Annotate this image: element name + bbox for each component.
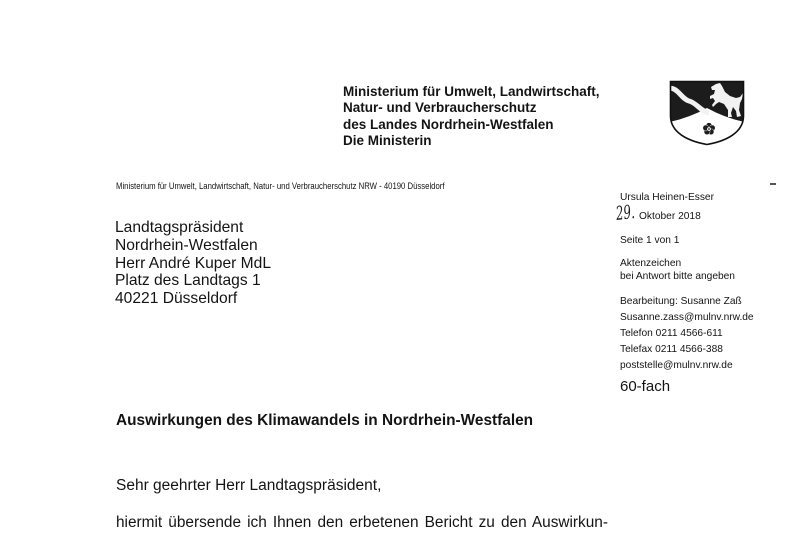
phone-number: Telefon 0211 4566-611 [620, 328, 723, 339]
recipient-line-street: Platz des Landtags 1 [115, 272, 261, 290]
handwritten-date-day: 29. [614, 201, 636, 225]
rose-center-dot [708, 128, 710, 130]
recipient-line-title: Landtagspräsident [115, 219, 244, 236]
body-text-line: hiermit übersende ich Ihnen den erbetenen Bericht zu den Auswirkun- [116, 514, 608, 531]
sender-return-line: Ministerium für Umwelt, Landwirtschaft, Natur- und Verbraucherschutz NRW - 40190 Düsseldorf [116, 181, 445, 191]
recipient-line-name: Herr André Kuper MdL [115, 254, 272, 272]
ministry-letterhead [343, 84, 600, 149]
salutation: Sehr geehrter Herr Landtagspräsident, [116, 477, 382, 494]
letterhead-line-state: des Landes Nordrhein-Westfalen [343, 116, 554, 132]
letterhead-line-department: Natur- und Verbraucherschutz [343, 100, 537, 116]
reference-label: Aktenzeichen [620, 258, 682, 269]
recipient-line-city: 40221 Düsseldorf [115, 290, 238, 308]
nrw-coat-of-arms-icon [669, 80, 745, 146]
recipient-address [115, 219, 271, 308]
date-month-year: Oktober 2018 [639, 211, 701, 222]
recipient-line-state: Nordrhein-Westfalen [115, 236, 258, 254]
copies-count: 60-fach [620, 378, 671, 395]
signatory-name: Ursula Heinen-Esser [620, 192, 714, 203]
letter-subject: Auswirkungen des Klimawandels in Nordrhein-Westfalen [116, 412, 534, 429]
handler-email: Susanne.zass@mulnv.nrw.de [620, 312, 754, 323]
letterhead-line-title: Die Ministerin [343, 132, 432, 148]
page-info: Seite 1 von 1 [620, 235, 680, 246]
handled-by: Bearbeitung: Susanne Zaß [620, 296, 742, 307]
reference-hint: bei Antwort bitte angeben [620, 271, 735, 282]
fax-number: Telefax 0211 4566-388 [620, 344, 723, 355]
fold-mark [770, 183, 776, 185]
office-email: poststelle@mulnv.nrw.de [620, 360, 733, 371]
letterhead-line-ministry: Ministerium für Umwelt, Landwirtschaft, [343, 84, 600, 99]
